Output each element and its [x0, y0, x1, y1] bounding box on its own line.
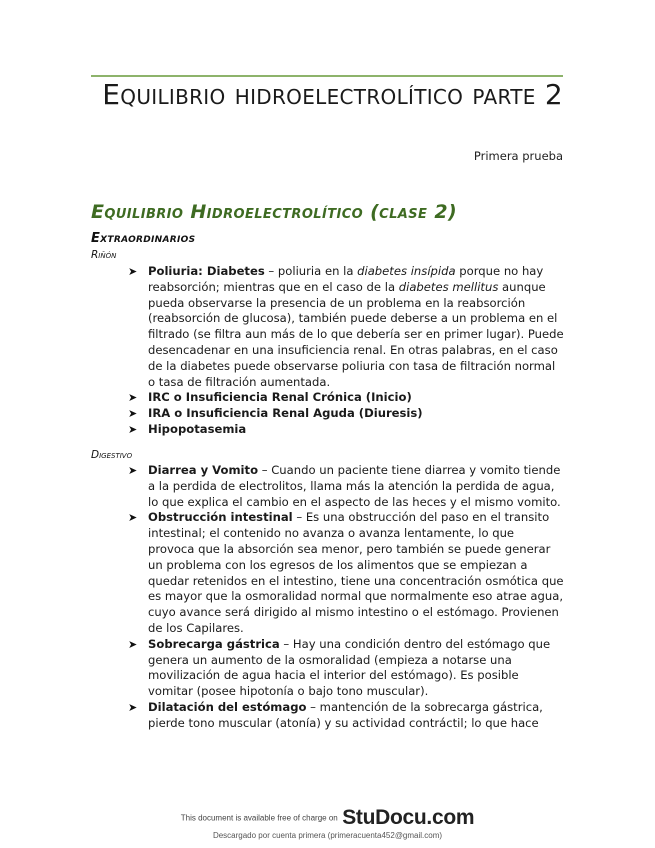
arrowhead-bullet-icon: ➤ [128, 265, 138, 278]
item-text: – Es una obstrucción del paso en el transito intestinal; el contenido no avanza o avanza lentamente, lo que provoca que la absorción sea menor, pero también se puede generar un problema con los egresos de los alimentos que se empiezan a quedar retenidos en el intestino, tiene una concentración osmótica que es mayor que la osmoralidad normal que normalmente eso atrae agua, cuyo avance será dirigido al mismo intestino o el estómago. Provienen de los Capilares. [148, 510, 564, 635]
item-text: porque no hay reabsorción; mientras que en el caso de la [148, 264, 544, 294]
item-term: Diarrea y Vomito [148, 463, 259, 477]
item-term: Obstrucción intestinal [148, 510, 293, 525]
list-item [128, 700, 564, 732]
item-term: Dilatación del estómago [148, 699, 307, 714]
arrowhead-bullet-icon: ➤ [128, 407, 138, 421]
list-item [128, 637, 564, 700]
item-term: Hipopotasemia [148, 421, 247, 436]
title-rule [91, 75, 563, 77]
arrowhead-bullet-icon: ➤ [128, 391, 138, 405]
item-text: – Cuando un paciente tiene diarrea y vomito tiende a la perdida de electrolitos, llama más la atención la perdida de agua, lo que explica el cambio en el aspecto de las heces y el mismo vomito. [148, 463, 561, 509]
rinon-list [128, 264, 564, 438]
item-text: – poliuria en la [264, 264, 358, 278]
item-text: – mantención de la sobrecarga gástrica, pierde tono muscular (atonía) y su actividad contráctil; lo que hace [148, 699, 543, 730]
arrowhead-bullet-icon: ➤ [128, 511, 138, 525]
item-term: IRA o Insuficiencia Renal Aguda (Diuresis) [148, 406, 423, 421]
arrowhead-bullet-icon: ➤ [128, 464, 138, 477]
item-text: – Hay una condición dentro del estómago que genera un aumento de la osmoralidad (empieza a notarse una movilización de agua hacia el interior del estómago). Es posible vomitar (posee hipotonía o bajo tono muscular). [148, 636, 551, 699]
digestivo-list [128, 463, 564, 732]
brand-domain: .com [426, 806, 475, 829]
document-subtitle: Primera prueba [473, 149, 563, 163]
availability-text: This document is available free of charge on [180, 813, 338, 823]
subsection-title: Extraordinarios [91, 231, 196, 246]
item-term: IRC o Insuficiencia Renal Crónica (Inicio) [148, 390, 412, 405]
studocu-footer [0, 806, 655, 830]
list-item [128, 463, 564, 510]
digestivo-heading: Digestivo [91, 449, 133, 461]
list-item [128, 406, 564, 422]
list-item [128, 422, 564, 438]
item-emphasis: diabetes insípida [357, 264, 456, 278]
document-title: Equilibrio hidroelectrolítico parte 2 [102, 78, 563, 111]
brand-name: StuDocu [342, 806, 427, 829]
list-item [128, 510, 564, 636]
download-note: Descargado por cuenta primera (primeracuenta452@gmail.com) [212, 831, 443, 840]
item-emphasis: diabetes mellitus [398, 279, 499, 294]
arrowhead-bullet-icon: ➤ [128, 637, 138, 651]
arrowhead-bullet-icon: ➤ [128, 422, 138, 436]
rinon-heading: Riñón [91, 249, 117, 261]
studocu-logo-link[interactable] [342, 806, 474, 829]
list-item [128, 264, 564, 390]
arrowhead-bullet-icon: ➤ [128, 700, 138, 714]
item-term: Sobrecarga gástrica [148, 636, 280, 651]
item-text: aunque pueda observarse la presencia de un problema en la reabsorción (reabsorción de glucosa), también puede deberse a un problema en el filtrado (se filtra aun más de lo que debería ser en primer lugar). Puede desencadenar en una insuficiencia renal. En otras palabras, en el caso de la diabetes puede observarse poliuria con tasa de filtración normal o tasa de filtración aumentada. [148, 279, 564, 389]
item-term: Poliuria: Diabetes [148, 264, 265, 278]
list-item [128, 390, 564, 406]
section-title: Equilibrio Hidroelectrolítico (clase 2) [91, 201, 458, 223]
